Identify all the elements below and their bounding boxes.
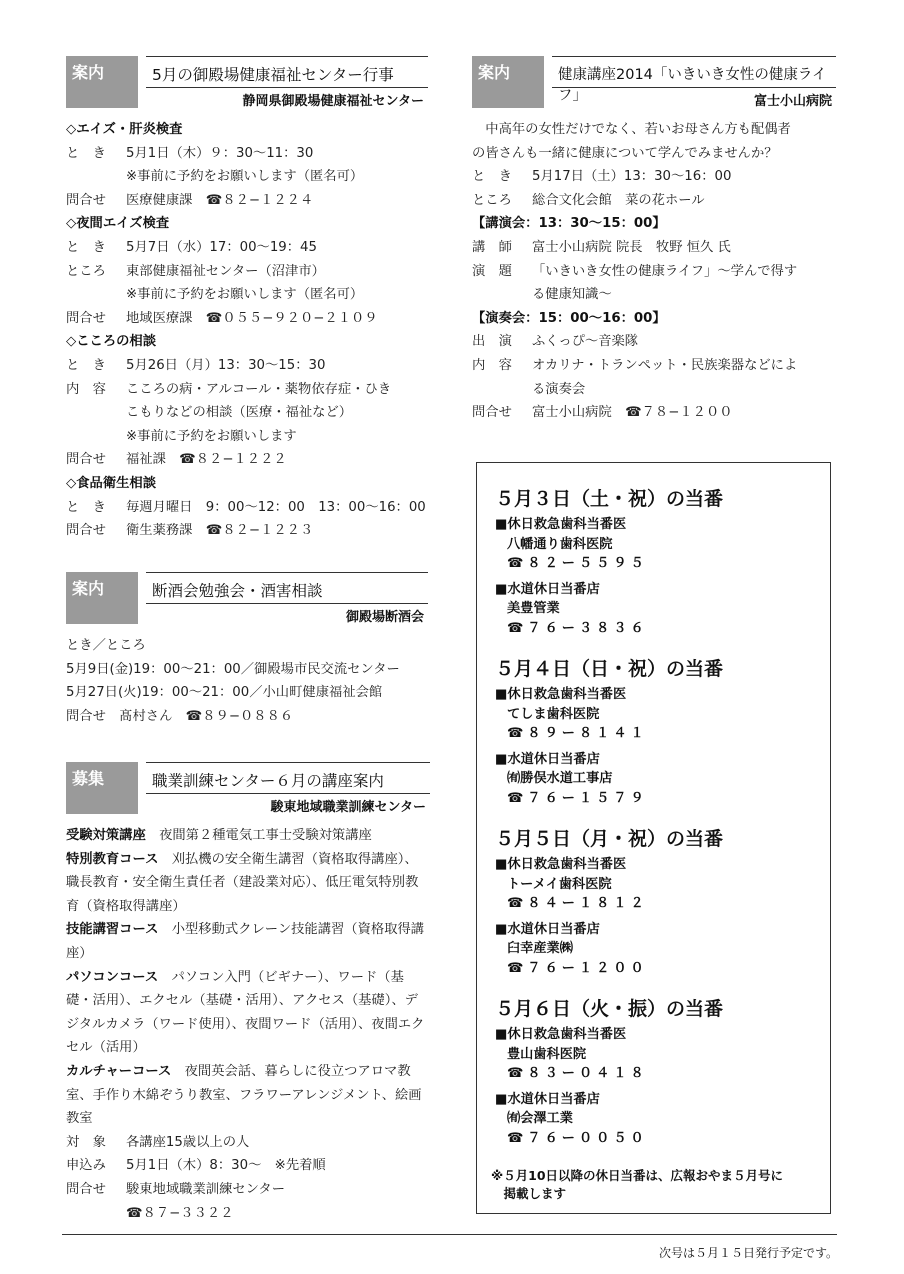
info-text: 5月17日（土）13：30〜16：00 (532, 169, 732, 185)
section-body (66, 118, 428, 543)
duty-details (495, 1025, 825, 1148)
duty-day-title: ５月３日（土・祝）の当番 (495, 488, 724, 510)
course-name: 受験対策講座 (66, 828, 146, 843)
section-tag: 案内 (66, 572, 138, 624)
info-line (472, 401, 836, 425)
info-line (472, 283, 836, 307)
course-list: 夜間第２種電気工事士受験対策講座 (145, 828, 372, 843)
duty-day (495, 653, 825, 808)
info-label: 申込み (66, 1158, 106, 1174)
info-line (66, 448, 428, 472)
info-label: と き (66, 357, 106, 373)
info-text: 富士小山病院 院長 牧野 恒久 氏 (532, 239, 731, 255)
info-heading: ◇こころの相談 (66, 334, 157, 350)
info-label: と き (66, 145, 106, 161)
info-text: 衛生薬務課 ☎８２−１２２３ (126, 523, 314, 539)
info-text: ※事前に予約をお願いします (126, 428, 297, 444)
info-heading: ◇夜間エイズ検査 (66, 216, 170, 232)
info-label: 出 演 (472, 334, 512, 350)
info-line: 5月9日(金)19：00〜21：00／御殿場市民交流センター (66, 661, 400, 677)
water-shop-name: ㈲勝俣水道工事店 (507, 771, 613, 786)
info-line (472, 307, 836, 331)
dental-phone: ☎８９ー８１４１ (507, 726, 648, 741)
info-line (472, 212, 836, 236)
dental-clinic-name: 八幡通り歯科医院 (507, 536, 613, 552)
info-label: 内 容 (66, 381, 106, 397)
course-paragraph (66, 824, 430, 848)
duty-day (495, 993, 825, 1148)
section-tag: 案内 (472, 56, 544, 108)
info-label: ところ (66, 263, 106, 279)
course-paragraph (66, 918, 430, 965)
info-text: 医療健康課 ☎８２−１２２４ (126, 192, 314, 208)
info-line (66, 472, 428, 496)
info-line: とき／ところ (66, 638, 146, 653)
info-line (66, 1178, 430, 1202)
info-heading: 【講演会：13：30〜15：00】 (472, 216, 666, 232)
section-organizer: 御殿場断酒会 (345, 610, 424, 625)
info-line (472, 354, 836, 378)
duty-day-title: ５月５日（月・祝）の当番 (495, 828, 724, 850)
info-label: 問合せ (66, 523, 106, 539)
section-header (66, 762, 430, 818)
info-line (66, 401, 428, 425)
info-label: 問合せ (66, 452, 106, 468)
info-label: 演 題 (472, 263, 512, 279)
info-line (66, 425, 428, 449)
info-line (472, 165, 836, 189)
holiday-duty-box (476, 462, 831, 1214)
section-tag: 案内 (66, 56, 138, 108)
info-line (66, 260, 428, 284)
info-text: こもりなどの相談（医療・福祉など） (126, 405, 353, 421)
dental-label: ■休日救急歯科当番医 (495, 1027, 627, 1042)
info-label: 問合せ (66, 192, 106, 208)
section-body (472, 118, 836, 425)
dental-phone: ☎８３ー０４１８ (507, 1066, 648, 1081)
water-phone: ☎７６ー１５７９ (507, 790, 648, 806)
section-body (66, 824, 430, 1225)
info-label: ところ (472, 192, 512, 208)
duty-day-title: ５月６日（火・振）の当番 (495, 998, 724, 1020)
duty-day-title: ５月４日（日・祝）の当番 (495, 658, 724, 680)
info-text: 5月1日（木）９：30〜11：30 (126, 145, 314, 161)
info-text: 駿東地域職業訓練センター (126, 1181, 286, 1197)
info-line (66, 519, 428, 543)
duty-day (495, 823, 825, 978)
dental-label: ■休日救急歯科当番医 (495, 517, 627, 532)
next-issue-notice: 次号は５月１５日発行予定です。 (658, 1246, 838, 1260)
info-line (66, 1131, 430, 1155)
section-body (66, 634, 428, 728)
info-label: 問合せ (66, 310, 106, 326)
info-text: る健康知識〜 (532, 287, 612, 303)
course-list: パソコン入門（ビギナー）、ワード（基礎・活用）、エクセル（基礎・活用）、アクセス（基礎）、デジタルカメラ（ワード使用）、夜間ワード（活用）、夜間エクセル（活用） (66, 969, 425, 1056)
info-line (66, 212, 428, 236)
info-line (66, 165, 428, 189)
info-text: こころの病・アルコール・薬物依存症・ひき (126, 381, 392, 397)
info-text: ※事前に予約をお願いします（匿名可） (126, 169, 364, 185)
info-label: 講 師 (472, 239, 512, 255)
course-list: 小型移動式クレーン技能講習（資格取得講座） (66, 922, 425, 961)
water-shop-name: 美豊管業 (507, 601, 560, 616)
info-text: 福祉課 ☎８２−１２２２ (126, 452, 287, 468)
info-heading: ◇エイズ・肝炎検査 (66, 122, 183, 137)
duty-details (495, 515, 825, 638)
info-label: 問合せ (66, 1181, 106, 1197)
info-text: 地域医療課 ☎０５５−９２０−２１０９ (126, 310, 378, 326)
section-tag: 募集 (66, 762, 138, 814)
water-label: ■水道休日当番店 (495, 1091, 600, 1107)
section-header (66, 572, 428, 628)
info-line (66, 496, 428, 520)
course-name: 特別教育コース (66, 851, 159, 867)
info-line (66, 142, 428, 166)
info-text: 東部健康福祉センター（沼津市） (126, 263, 325, 279)
course-name: パソコンコース (66, 969, 159, 985)
section-danshukai (66, 572, 428, 728)
info-text: ☎８７−３３２２ (126, 1205, 234, 1221)
duty-details (495, 855, 825, 978)
duty-note-line: ※５月10日以降の休日当番は、広報おやま５月号に (491, 1168, 784, 1183)
info-line (66, 307, 428, 331)
water-label: ■水道休日当番店 (495, 751, 600, 767)
info-text: 5月26日（月）13：30〜15：30 (126, 357, 326, 373)
section-organizer: 静岡県御殿場健康福祉センター (242, 94, 424, 109)
dental-clinic-name: てしま歯科医院 (507, 706, 600, 722)
info-line (66, 118, 428, 142)
info-line (66, 1202, 430, 1226)
info-heading: 【演奏会：15：00〜16：00】 (472, 310, 666, 326)
info-line (472, 189, 836, 213)
info-line (66, 378, 428, 402)
section-title: 5月の御殿場健康福祉センター行事 (146, 56, 428, 88)
info-line (66, 236, 428, 260)
info-line: 5月27日(火)19：00〜21：00／小山町健康福祉会館 (66, 685, 383, 701)
water-label: ■水道休日当番店 (495, 581, 600, 597)
info-label: と き (66, 499, 106, 515)
section-header (66, 56, 428, 112)
info-text: 各講座15歳以上の人 (126, 1134, 250, 1150)
water-label: ■水道休日当番店 (495, 921, 600, 937)
info-text: ふくっぴ〜音楽隊 (532, 334, 639, 350)
dental-label: ■休日救急歯科当番医 (495, 687, 627, 702)
footer-divider (62, 1234, 837, 1235)
water-shop-name: ㈲会澤工業 (507, 1111, 573, 1126)
info-line (66, 1154, 430, 1178)
course-list: 夜間英会話、暮らしに役立つアロマ教室、手作り木綿ぞうり教室、フラワーアレンジメント、絵画教室 (66, 1063, 422, 1127)
info-text: 5月1日（木）8：30〜 ※先着順 (126, 1158, 326, 1174)
info-label: 対 象 (66, 1134, 106, 1150)
duty-note (491, 1167, 783, 1203)
section-header (472, 56, 836, 112)
info-label: と き (472, 169, 512, 185)
water-phone: ☎７６ー１２００ (507, 960, 648, 976)
dental-label: ■休日救急歯科当番医 (495, 857, 627, 872)
section-title: 職業訓練センター６月の講座案内 (146, 762, 430, 794)
intro-line: 中高年の女性だけでなく、若いお母さん方も配偶者 (472, 122, 791, 137)
course-name: 技能講習コース (66, 922, 159, 938)
info-text: 総合文化会館 菜の花ホール (532, 192, 705, 208)
info-text: ※事前に予約をお願いします（匿名可） (126, 287, 364, 303)
dental-phone: ☎８４ー１８１２ (507, 896, 648, 911)
course-paragraph (66, 966, 430, 1060)
section-title: 健康講座2014「いきいき女性の健康ライフ」 (552, 56, 836, 88)
duty-details (495, 685, 825, 808)
info-text: オカリナ・トランペット・民族楽器などによ (532, 357, 798, 373)
info-text: 毎週月曜日 9：00〜12：00 13：00〜16：00 (126, 499, 426, 515)
section-organizer: 駿東地域職業訓練センター (270, 800, 426, 815)
info-heading: ◇食品衛生相談 (66, 475, 157, 491)
dental-phone: ☎８２ー５５９５ (507, 556, 648, 571)
info-line (66, 330, 428, 354)
intro-line: の皆さんも一緒に健康について学んでみませんか？ (472, 145, 778, 161)
info-line (472, 236, 836, 260)
info-text: 「いきいき女性の健康ライフ」〜学んで得す (532, 263, 798, 279)
info-line (66, 354, 428, 378)
info-text: 5月7日（水）17：00〜19：45 (126, 239, 317, 255)
course-paragraph (66, 848, 430, 919)
section-organizer: 富士小山病院 (753, 94, 832, 109)
info-label: 内 容 (472, 357, 512, 373)
course-paragraph (66, 1060, 430, 1131)
info-line (472, 330, 836, 354)
water-shop-name: 臼幸産業㈱ (507, 941, 573, 956)
section-health-center (66, 56, 428, 543)
section-title: 断酒会勉強会・酒害相談 (146, 572, 428, 604)
dental-clinic-name: トーメイ歯科医院 (507, 876, 612, 892)
info-line (472, 378, 836, 402)
info-text: 富士小山病院 ☎７８−１２００ (532, 405, 733, 421)
course-name: カルチャーコース (66, 1063, 172, 1079)
info-label: と き (66, 239, 106, 255)
info-line (66, 189, 428, 213)
section-health-lecture (472, 56, 836, 425)
info-text: る演奏会 (532, 381, 586, 397)
info-line (66, 283, 428, 307)
info-line (472, 260, 836, 284)
section-training-center (66, 762, 430, 1225)
duty-note-line: 掲載します (491, 1186, 567, 1201)
duty-day (495, 483, 825, 638)
water-phone: ☎７６ー００５０ (507, 1130, 648, 1146)
dental-clinic-name: 豊山歯科医院 (507, 1046, 587, 1062)
info-line: 問合せ 髙村さん ☎８９−０８８６ (66, 708, 294, 724)
info-label: 問合せ (472, 405, 512, 421)
water-phone: ☎７６ー３８３６ (507, 620, 648, 636)
course-list: 刈払機の安全衛生講習（資格取得講座）、職長教育・安全衛生責任者（建設業対応）、低圧電気特別教育（資格取得講座） (66, 851, 419, 914)
